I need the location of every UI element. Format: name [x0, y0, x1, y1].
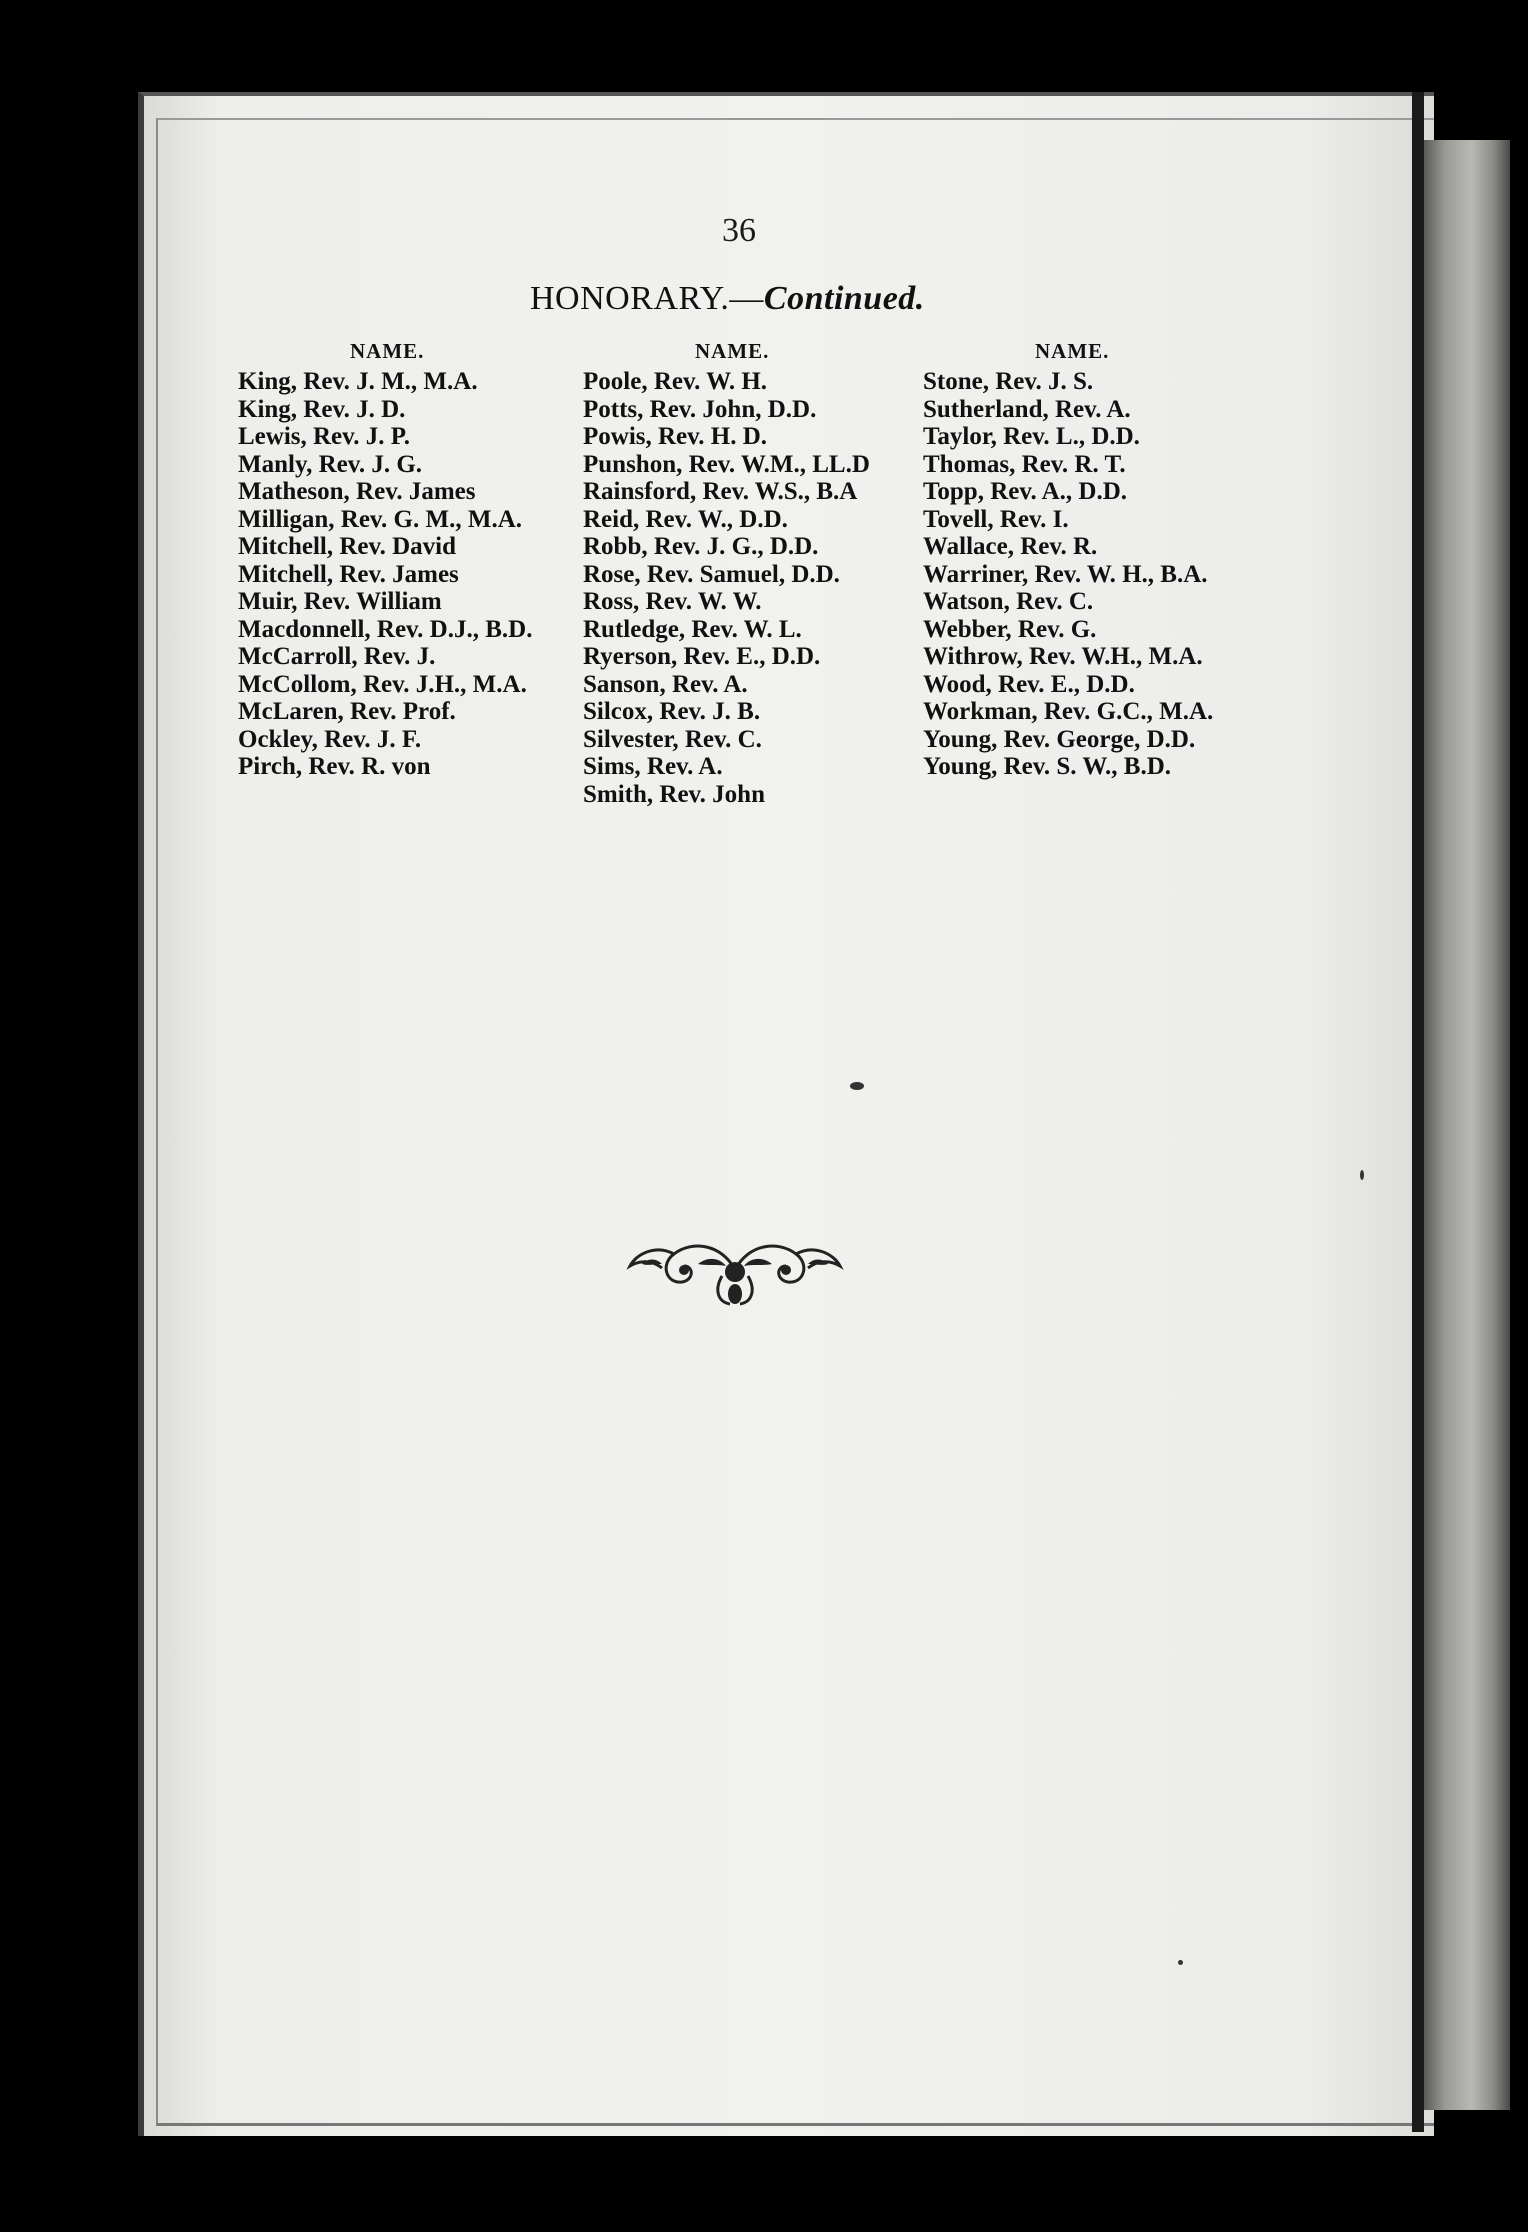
list-item: Muir, Rev. William	[238, 588, 442, 615]
list-item: Taylor, Rev. L., D.D.	[923, 423, 1140, 450]
list-item: Warriner, Rev. W. H., B.A.	[923, 560, 1208, 588]
list-item: Rose, Rev. Samuel, D.D.	[583, 560, 840, 588]
list-item: McCarroll, Rev. J.	[238, 643, 436, 670]
page-number: 36	[722, 212, 756, 249]
list-item: Wood, Rev. E., D.D.	[923, 670, 1135, 698]
list-item: Ryerson, Rev. E., D.D.	[583, 643, 821, 670]
list-item: McCollom, Rev. J.H., M.A.	[238, 670, 527, 698]
list-item: Manly, Rev. J. G.	[238, 450, 423, 478]
list-item: Matheson, Rev. James	[238, 478, 476, 505]
print-speck	[850, 1082, 864, 1090]
list-item: Sutherland, Rev. A.	[923, 395, 1131, 423]
heading-main: HONORARY.	[530, 280, 730, 317]
heading-continued: Continued.	[763, 280, 925, 317]
name-column-3	[923, 334, 1213, 781]
list-item: Reid, Rev. W., D.D.	[583, 505, 788, 533]
book-gutter	[1412, 92, 1424, 2132]
section-heading	[530, 280, 925, 318]
list-item: Wallace, Rev. R.	[923, 533, 1098, 560]
list-item: Poole, Rev. W. H.	[583, 368, 768, 395]
adjacent-page-edge	[1424, 140, 1510, 2110]
list-item: Sims, Rev. A.	[583, 753, 723, 780]
list-item: Punshon, Rev. W.M., LL.D	[583, 450, 870, 478]
print-speck	[1360, 1170, 1364, 1180]
list-item: Macdonnell, Rev. D.J., B.D.	[238, 615, 533, 643]
list-item: Mitchell, Rev. James	[238, 560, 459, 588]
list-item: Mitchell, Rev. David	[238, 533, 457, 560]
list-item: Stone, Rev. J. S.	[923, 368, 1094, 395]
list-item: Pirch, Rev. R. von	[238, 753, 431, 780]
name-column-1	[238, 334, 532, 781]
list-item: McLaren, Rev. Prof.	[238, 698, 456, 725]
list-item: Robb, Rev. J. G., D.D.	[583, 533, 819, 560]
name-column-2	[583, 334, 870, 808]
list-item: Powis, Rev. H. D.	[583, 423, 768, 450]
list-item: Silcox, Rev. J. B.	[583, 698, 761, 725]
list-item: Young, Rev. George, D.D.	[923, 725, 1196, 753]
list-item: Rutledge, Rev. W. L.	[583, 615, 802, 643]
list-item: Young, Rev. S. W., B.D.	[923, 753, 1171, 780]
list-item: Watson, Rev. C.	[923, 588, 1094, 615]
list-item: Smith, Rev. John	[583, 780, 765, 808]
heading-dash: —	[729, 280, 764, 317]
list-item: Lewis, Rev. J. P.	[238, 423, 410, 450]
list-item: Silvester, Rev. C.	[583, 725, 762, 753]
list-item: Ross, Rev. W. W.	[583, 588, 762, 615]
list-item: Thomas, Rev. R. T.	[923, 450, 1126, 478]
floral-scroll-ornament-icon	[622, 1230, 848, 1310]
list-item: Rainsford, Rev. W.S., B.A	[583, 478, 858, 505]
column-header: NAME.	[350, 339, 425, 363]
column-header: NAME.	[1035, 339, 1110, 363]
list-item: Potts, Rev. John, D.D.	[583, 395, 817, 423]
list-item: Tovell, Rev. I.	[923, 505, 1069, 533]
list-item: King, Rev. J. M., M.A.	[238, 368, 478, 395]
column-header: NAME.	[695, 339, 770, 363]
print-speck	[1178, 1960, 1183, 1965]
list-item: Workman, Rev. G.C., M.A.	[923, 698, 1214, 725]
list-item: Withrow, Rev. W.H., M.A.	[923, 643, 1203, 670]
list-item: Topp, Rev. A., D.D.	[923, 478, 1127, 505]
list-item: Ockley, Rev. J. F.	[238, 725, 422, 753]
list-item: Sanson, Rev. A.	[583, 670, 748, 698]
list-item: Webber, Rev. G.	[923, 615, 1097, 643]
list-item: King, Rev. J. D.	[238, 395, 406, 423]
list-item: Milligan, Rev. G. M., M.A.	[238, 505, 522, 533]
